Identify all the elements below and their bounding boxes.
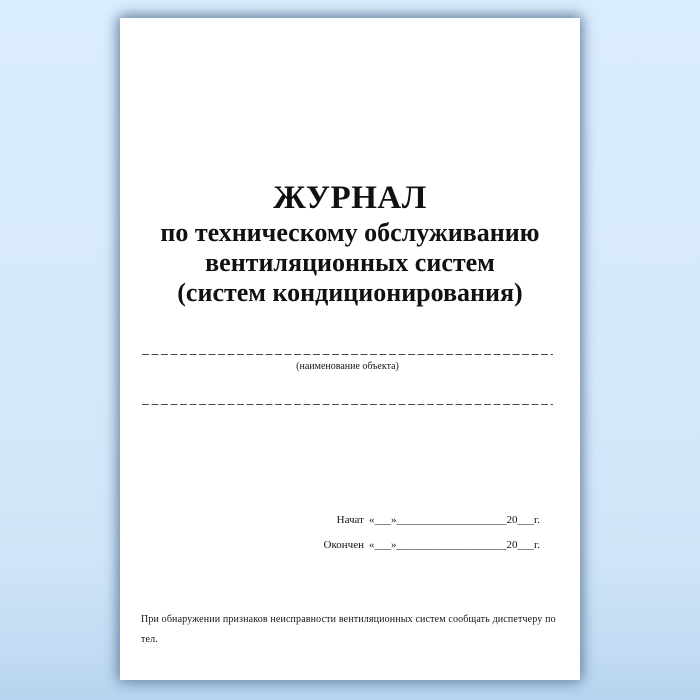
journal-subtitle-line-3: (систем кондиционирования) — [177, 278, 523, 307]
title-block — [120, 178, 580, 308]
journal-subtitle-line-1: по техническому обслуживанию — [160, 218, 540, 247]
footer-note — [141, 610, 554, 650]
object-name-caption: (наименование объекта) — [296, 361, 399, 372]
footer-note-line-1: При обнаружении признаков неисправности вентиляционных систем сообщать диспетчеру по — [141, 614, 556, 625]
started-label: Начат — [336, 514, 364, 526]
footer-note-line-2: тел. — [141, 634, 158, 645]
finished-date-blank: «___»____________________20___г. — [368, 538, 540, 551]
object-name-fill-line — [142, 354, 553, 356]
started-date-blank: «___»____________________20___г. — [368, 514, 540, 526]
journal-cover-page — [120, 18, 580, 680]
journal-subtitle-line-2: вентиляционных систем — [205, 248, 495, 277]
finished-label: Окончен — [323, 538, 364, 551]
journal-title: ЖУРНАЛ — [273, 180, 427, 216]
second-fill-line — [142, 404, 553, 406]
dates-block — [324, 508, 540, 557]
